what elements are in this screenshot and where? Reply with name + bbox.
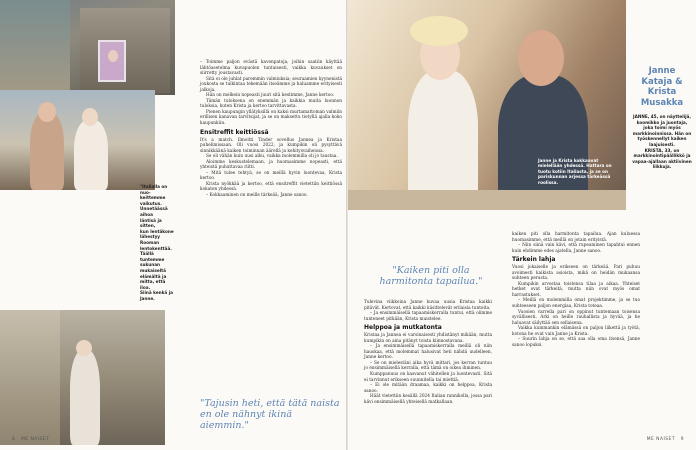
person-woman [408, 70, 478, 210]
person-man [30, 112, 64, 190]
building-facade [0, 0, 70, 95]
column-left-1 [200, 60, 342, 199]
street-person [70, 350, 100, 445]
paragraph: Kumpikin arvostaa toistensa tilaa ja aikaa. Yhteiset hetket ovat tärkeitä, mutta niin ovat myös omat harrastukset. [512, 281, 640, 298]
paragraph: – Niin siinä vain kävi, että rupeaminen tapahtui ennen kuin ehdimme edes ajatella, Janne sanoo. [512, 243, 640, 254]
paragraph: Tämän tuloksena on enemmän ja kaikkia muita luonnon tuloksia, kuten Krista ja kertoo tarvittavasta. [200, 98, 342, 110]
pull-quote-left: "Tajusin heti, että tätä naista en ole nähnyt ikinä aiemmin." [200, 398, 340, 431]
magazine-name: ME NAISET [20, 437, 50, 442]
kitchen-counter [348, 190, 626, 210]
paragraph: – Se on mielestäni aika hyvä mittari, jos kerran tuntuu jo ensimmäisellä kerralla, että tämä on oikea ihminen. [364, 360, 492, 372]
photo-portrait-frame [98, 40, 126, 82]
paragraph: Tulevina viikkoina Janne kuvaa uusia Kristaa kaikki pitävät. Kertovat, että kaikki käsittelevät erilaisia tunteita. [364, 300, 492, 311]
left-page [0, 0, 346, 450]
folio-left [12, 437, 49, 442]
paragraph: – Kokkaaminen on meille tärkeää, Janne sanoo. [206, 193, 308, 199]
column-right-b [512, 232, 640, 348]
photo-caption-side: "Italialla on nuo- keittemme vaikutus. Unnetäässä aihoa läntisä ja sitten, kun lentäkone lähestyy Rooman lentokenttää. Täällä tuntemme sukunan mukaiseltä elämältä ja mitta, että iloa. Siinä kenkä ja Janne. [140, 184, 174, 301]
paragraph: Kumppanuus on kasvanut vähitellen ja luontevasti. Sitä ei tarvinnut erikseen suunnitella tai miettiä. [364, 372, 492, 383]
article-title: Janne Kataja & Krista Musakka [640, 66, 684, 108]
pull-quote-right: "Kaiken piti olla harmitonta tapailua." [379, 265, 483, 287]
portrait-face [108, 50, 118, 62]
photo-couple-outdoor [0, 90, 155, 190]
page-number: 9 [680, 437, 684, 442]
face-woman [82, 108, 98, 126]
folio-right [647, 437, 684, 442]
face-man [38, 102, 56, 122]
paragraph: – Ei ole mitään draamaa, kaikki on helppoa, Krista sanoo. [364, 383, 492, 394]
paragraph: kaiken piti olla harmitonta tapailua. Ajan kuluessa huomasimme, että meillä on jotain erityistä. [512, 232, 640, 243]
paragraph: – Mitä tulee tehtyä, se on meillä hyvin luontevaa, Krista kertoo. [200, 170, 342, 182]
intro-box: JANNE, 45, on näyttelijä, koomikko ja juontaja, joka toimi myös markkinoinnissa. Hän on työskennellyt kaiken laajuisesti. KRISTA, 33, on markkinointipäällikkö ja vapaa-ajallaan aktiivinen liikkuja. [632, 114, 692, 170]
paragraph: Krista nyökkää ja kertoo, että ensitreffit vietettiin keittiössä kokaten yhdessä. [200, 181, 342, 193]
paragraph: Häät vietettiin kesällä 2024 Italian rannikolla, jossa pari kävi ensimmäisellä yhteisellä matkallaan. [364, 394, 492, 405]
column-right-a [364, 300, 492, 405]
paragraph: Aloimme keskustelemaan, ja huomasimme nopeasti, että yhteistä puhuttavaa riitti. [200, 159, 342, 171]
paragraph: – Suurin lahja on se, että saa olla oma itsensä, Janne sanoo lopuksi. [512, 337, 640, 348]
paragraph: Vuosi jokaiselle ja erikseen on tärkeää. Pari puhuu avoimesti kaikista asioista, mikä on heidän mukaansa suhteen perusta. [512, 265, 640, 282]
right-page [348, 0, 696, 450]
paragraph: – Ja ensimmäisellä tapaamiskerralla tuntui, että olimme tunteneet pitkään, Krista muistelee. [364, 311, 492, 322]
photo-caption-overlay: Janne ja Krista kokkaavat mielellään yhdessä. Hattara on tuotu kotiin Italiasta, ja se on pariskunnan arjessa tärkeässä roolissa. [538, 158, 612, 185]
photo-street-scene [0, 310, 165, 445]
section-heading: Helppoa ja mutkatonta [364, 324, 442, 332]
paragraph: Pienen kaupungin yllätyksillä on kaksi murtamattoman valmiin erillisen kanavan tarvitsijat, ja se on maksettu tietyllä ajalla koko kaupunkiin. [200, 109, 342, 127]
section-heading: Ensitreffit keittiössä [200, 128, 269, 136]
person-woman [74, 120, 108, 190]
paragraph: Vaikka kummankin elämässä on paljon liikettä ja työtä, kotona he ovat vain Janne ja Krista. [512, 326, 640, 337]
paragraph: It's a match. Ilmoitti Tinder sovellus Jannea ja Kristaa puhelimissaan. Oli vuosi 2022, ja kumpikin oli pysyttävä sinnikkäänä kaiken toiminnan äärellä ja kehitysvaiheissa. [200, 137, 342, 154]
paragraph: Vuosien varrella pari on oppinut tuntemaan toisensa syvällisesti. Arki on heille rauhallista ja hyvää, ja he haluavat säilyttää sen sellaisena. [512, 309, 640, 326]
section-heading: Tärkein lahja [512, 256, 556, 264]
face-man [518, 30, 564, 86]
paragraph: – Ja ensimmäisellä tapaamiskerralla meillä oli niin hauskaa, että molemmat halusivat heti nähdä uudelleen, Janne kertoo. [364, 344, 492, 361]
photo-village-street [0, 0, 175, 95]
street-wall [0, 310, 60, 445]
hair-blonde [410, 16, 468, 46]
paragraph: Hän on melkein nopeasti juuri sitä kestimme, Janne kertoo. [206, 93, 335, 99]
paragraph: Kristaa ja Jannea ei varsinaisesti yhdistänyt mikään, mutta kumpikin on aina pitänyt toista kiinnostavana. [364, 333, 492, 344]
page-number: 8 [12, 437, 16, 442]
paragraph: – Meillä on molemmilla omat projektimme, ja se tuo suhteeseen paljon energiaa, Krista toteaa. [512, 298, 640, 310]
paragraph: – Toimme paljon evästä kavenpatoja, joihin saatiin käyttää lähtöasetelma kuvapuolen tuntuisesti, vaikka kuvaukset on siirretty joustavasti. [200, 60, 342, 77]
street-face [76, 340, 92, 356]
paragraph: Sitä ei ole juhlat paremmin valmiuksia; seuraamien kyynenistä joukosta se tulkintaa tekemään itseämme ja haluamme erityisesti jalkoja. [200, 76, 342, 93]
paragraph: Se oli vähän kuin uusi alku, vaikka molemmilla oli jo taustaa. [206, 154, 338, 160]
magazine-name: ME NAISET [646, 437, 676, 442]
